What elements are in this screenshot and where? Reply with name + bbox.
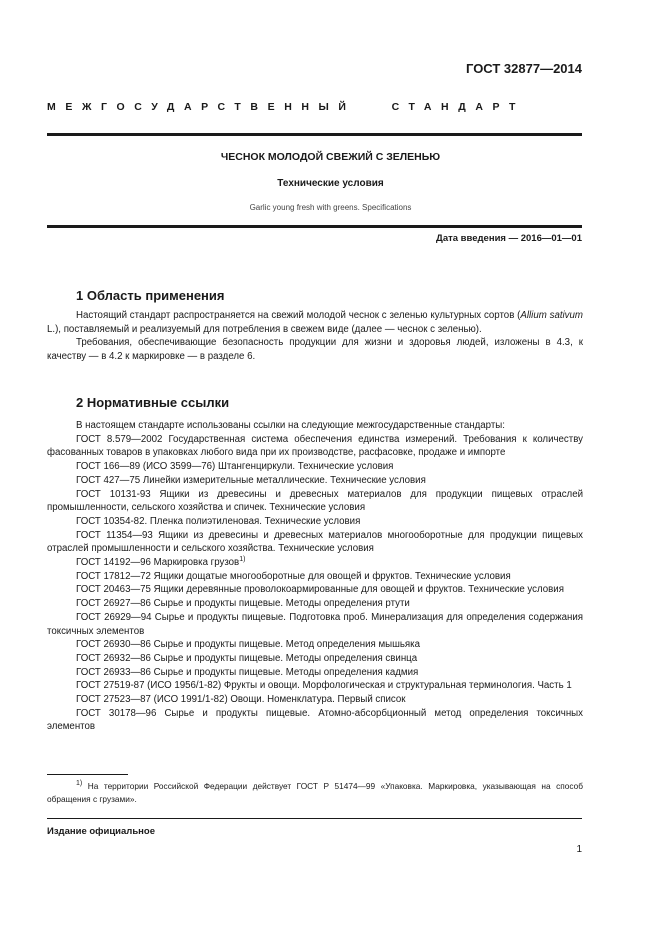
title-divider xyxy=(47,225,582,228)
section-1-paragraph-1: Настоящий стандарт распространяется на свежий молодой чеснок с зеленью культурных сортов (Allium sativum L.), поставляемый и реализуемый для потребления в свежем виде (далее — чеснок с зеленью). xyxy=(47,310,583,335)
reference-item: ГОСТ 30178—96 Сырье и продукты пищевые. Атомно-абсорбционный метод определения токсичных элементов xyxy=(47,707,583,733)
footnote-text: На территории Российской Федерации действует ГОСТ Р 51474—99 «Упаковка. Маркировка, указывающая на способ обращения с грузами». xyxy=(47,781,583,804)
reference-item: ГОСТ 20463—75 Ящики деревянные проволокоармированные для овощей и фруктов. Технические условия xyxy=(76,584,564,596)
reference-item: ГОСТ 26930—86 Сырье и продукты пищевые. Метод определения мышьяка xyxy=(76,639,420,651)
document-subtitle: Технические условия xyxy=(277,178,384,189)
english-title: Garlic young fresh with greens. Specifications xyxy=(249,203,412,212)
document-code: ГОСТ 32877—2014 xyxy=(466,61,582,76)
footnote xyxy=(47,780,583,805)
standard-word-standard: СТАНДАРТ xyxy=(391,101,525,113)
document-title: ЧЕСНОК МОЛОДОЙ СВЕЖИЙ С ЗЕЛЕНЬЮ xyxy=(220,151,441,163)
footnote-mark: 1) xyxy=(76,780,83,788)
footnote-divider xyxy=(47,774,128,775)
reference-item: ГОСТ 27523—87 (ИСО 1991/1-82) Овощи. Номенклатура. Первый список xyxy=(76,694,406,706)
reference-item: ГОСТ 27519-87 (ИСО 1956/1-82) Фрукты и овощи. Морфологическая и структуральная терминология. Часть 1 xyxy=(76,680,572,692)
section-1-body xyxy=(47,309,583,364)
standard-word-interstate: МЕЖГОСУДАРСТВЕННЫЙ xyxy=(47,101,356,113)
reference-item: ГОСТ 166—89 (ИСО 3599—76) Штангенциркули. Технические условия xyxy=(76,461,394,473)
section-2-title: 2 Нормативные ссылки xyxy=(76,395,230,410)
footnote-marker[interactable]: 1) xyxy=(239,555,246,563)
reference-item: ГОСТ 26929—94 Сырье и продукты пищевые. Подготовка проб. Минерализация для определения содержания токсичных элементов xyxy=(47,611,583,637)
section-2-body xyxy=(47,419,583,734)
standard-type-heading xyxy=(47,101,525,113)
top-divider xyxy=(47,133,582,136)
page-number: 1 xyxy=(576,844,582,855)
official-edition-label: Издание официальное xyxy=(47,826,155,837)
section-1-title: 1 Область применения xyxy=(76,288,225,303)
reference-item: ГОСТ 14192—96 Маркировка грузов$^{1)}$ xyxy=(76,555,246,569)
reference-item: ГОСТ 8.579—2002 Государственная система обеспечения единства измерений. Требования к количеству фасованных товаров в упаковках любого вида при их производстве, расфасовке, продаже и импорте xyxy=(47,433,583,459)
footer-divider xyxy=(47,818,582,819)
section-1-paragraph-2: Требования, обеспечивающие безопасность продукции для жизни и здоровья людей, изложены в 4.3, к качеству — в 4.2 к маркировке — в разделе 6. xyxy=(47,337,583,363)
reference-item: ГОСТ 17812—72 Ящики дощатые многооборотные для овощей и фруктов. Технические условия xyxy=(76,570,511,582)
reference-item: ГОСТ 427—75 Линейки измерительные металлические. Технические условия xyxy=(76,474,426,486)
latin-name: Allium sativum xyxy=(520,310,583,321)
introduction-date: Дата введения — 2016—01—01 xyxy=(436,233,582,244)
reference-item: ГОСТ 26933—86 Сырье и продукты пищевые. Методы определения кадмия xyxy=(76,666,419,678)
reference-item: ГОСТ 10131-93 Ящики из древесины и древесных материалов для продукции пищевых отраслей промышленности, сельского хозяйства и спичек. Технические условия xyxy=(47,488,583,514)
section-2-intro: В настоящем стандарте использованы ссылки на следующие межгосударственные стандарты: xyxy=(76,420,505,431)
reference-item: ГОСТ 26932—86 Сырье и продукты пищевые. Методы определения свинца xyxy=(76,652,418,664)
reference-item: ГОСТ 26927—86 Сырье и продукты пищевые. Методы определения ртути xyxy=(76,598,410,610)
reference-item: ГОСТ 11354—93 Ящики из древесины и древесных материалов многооборотные для продукции пищевых отраслей промышленности и сельского хозяйства. Технические условия xyxy=(47,529,583,555)
reference-item: ГОСТ 10354-82. Пленка полиэтиленовая. Технические условия xyxy=(76,515,361,527)
